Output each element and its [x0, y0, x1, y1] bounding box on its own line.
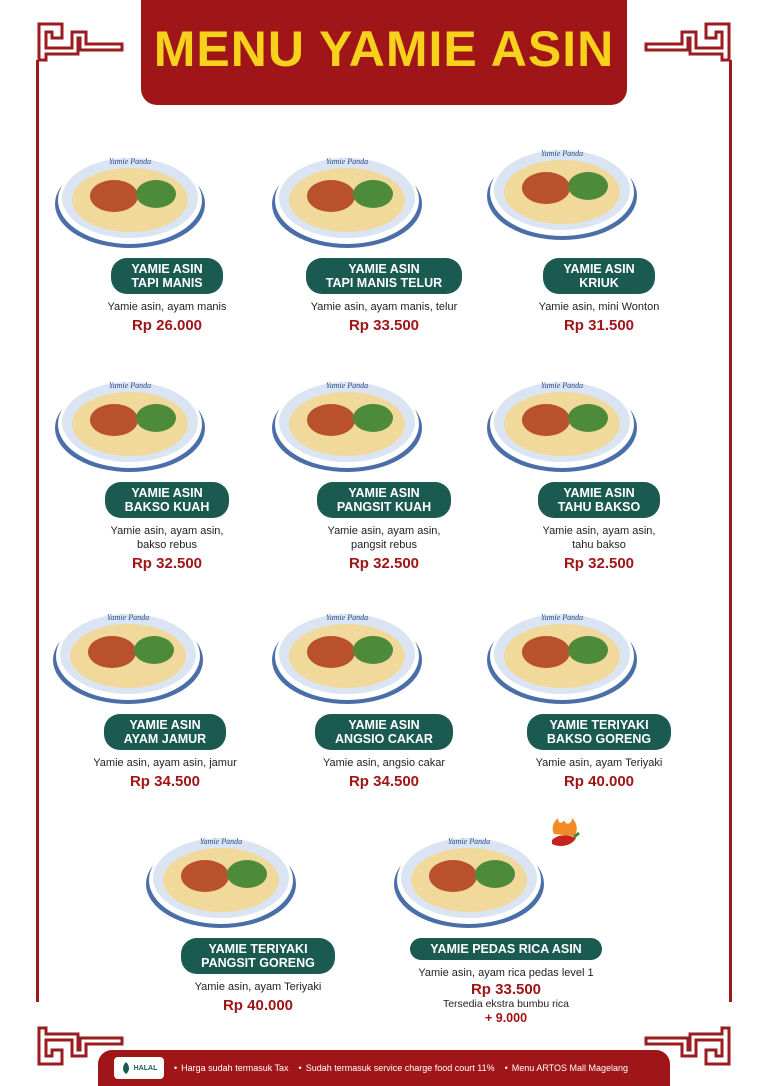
halal-logo-text: HALAL: [133, 1064, 158, 1072]
dish-name-pill: [543, 258, 654, 294]
dish-name-pill: [527, 714, 671, 750]
footer-note-service: • Sudah termasuk service charge food court 11%: [298, 1063, 495, 1073]
dish-description-line1: Yamie asin, ayam asin,: [542, 525, 656, 537]
dish-name-line1: YAMIE ASIN: [129, 718, 201, 732]
dish-photo: [269, 148, 499, 250]
menu-item: [269, 372, 499, 572]
dish-description: [52, 524, 282, 552]
dish-price: Rp 40.000: [222, 997, 294, 1014]
dish-name-line1: YAMIE ASIN: [348, 486, 420, 500]
footer-note-location: • Menu ARTOS Mall Magelang: [504, 1063, 629, 1073]
dish-description-line2: bakso rebus: [137, 539, 197, 551]
frame-right-line: [729, 60, 732, 1002]
dish-description: [391, 966, 621, 980]
bowl-illustration: [269, 148, 425, 250]
dish-photo: [484, 372, 714, 474]
dish-description: [52, 300, 282, 314]
menu-item: [484, 604, 714, 790]
header-banner: [141, 0, 627, 105]
dish-name-line1: YAMIE TERIYAKI: [549, 718, 649, 732]
dish-name-pill: [538, 482, 660, 518]
dish-name-line1: YAMIE PEDAS RICA ASIN: [430, 942, 582, 956]
dish-description-line1: Yamie asin, ayam manis: [107, 301, 227, 313]
dish-name-pill: [111, 258, 222, 294]
menu-item: [484, 372, 714, 572]
dish-description: [269, 756, 499, 770]
dish-photo: [143, 828, 373, 930]
dish-description: [50, 756, 280, 770]
dish-description: [269, 300, 499, 314]
dish-name-line2: BAKSO KUAH: [124, 500, 210, 514]
frame-left-line: [36, 60, 39, 1002]
bowl-brand-text: Yamie Panda: [540, 381, 584, 390]
bowl-brand-text: Yamie Panda: [199, 837, 243, 846]
dish-name-line2: TAHU BAKSO: [557, 500, 641, 514]
dish-name-pill: [181, 938, 335, 974]
menu-item: [52, 372, 282, 572]
dish-name-line2: ANGSIO CAKAR: [335, 732, 433, 746]
bowl-brand-text: Yamie Panda: [540, 149, 584, 158]
dish-name-pill: [104, 714, 226, 750]
dish-photo: [52, 148, 282, 250]
dish-name-pill: [315, 714, 453, 750]
dish-name-line2: PANGSIT KUAH: [336, 500, 432, 514]
dish-name-line1: YAMIE ASIN: [563, 262, 635, 276]
dish-name-line2: TAPI MANIS TELUR: [325, 276, 443, 290]
dish-price: Rp 34.500: [348, 773, 420, 790]
extra-spice-price: + 9.000: [484, 1011, 528, 1025]
dish-description-line2: tahu bakso: [572, 539, 626, 551]
bowl-brand-text: Yamie Panda: [108, 381, 152, 390]
bowl-illustration: [52, 148, 208, 250]
dish-description-line1: Yamie asin, ayam manis, telur: [310, 301, 458, 313]
chili-flame-icon: [546, 816, 582, 850]
halal-leaf-icon: [121, 1061, 131, 1075]
dish-description-line1: Yamie asin, ayam asin, jamur: [93, 757, 237, 769]
bowl-illustration: [143, 828, 299, 930]
dish-description: [484, 756, 714, 770]
bowl-illustration: [484, 372, 640, 474]
bowl-illustration: [391, 828, 547, 930]
dish-description: [484, 300, 714, 314]
dish-description: [269, 524, 499, 552]
bowl-illustration: [269, 372, 425, 474]
dish-name-line1: YAMIE ASIN: [348, 262, 420, 276]
dish-name-line2: PANGSIT GORENG: [201, 956, 315, 970]
dish-description-line1: Yamie asin, ayam asin,: [327, 525, 441, 537]
dish-price: Rp 32.500: [131, 555, 203, 572]
extra-spice-note: Tersedia ekstra bumbu rica: [442, 998, 570, 1010]
dish-name-pill: [306, 258, 462, 294]
dish-description-line1: Yamie asin, ayam Teriyaki: [194, 981, 322, 993]
dish-name-line2: KRIUK: [579, 276, 619, 290]
bowl-illustration: [52, 372, 208, 474]
menu-item: [50, 604, 280, 790]
bowl-brand-text: Yamie Panda: [106, 613, 150, 622]
bowl-brand-text: Yamie Panda: [325, 381, 369, 390]
dish-name-pill: [410, 938, 601, 960]
menu-item: [484, 140, 714, 334]
dish-name-line1: YAMIE ASIN: [563, 486, 635, 500]
dish-description-line1: Yamie asin, ayam asin,: [110, 525, 224, 537]
dish-photo: [52, 372, 282, 474]
dish-price: Rp 40.000: [563, 773, 635, 790]
bowl-brand-text: Yamie Panda: [540, 613, 584, 622]
dish-name-pill: [105, 482, 230, 518]
dish-price: Rp 32.500: [563, 555, 635, 572]
dish-price: Rp 26.000: [131, 317, 203, 334]
dish-name-line2: TAPI MANIS: [131, 276, 203, 290]
menu-item: [143, 828, 373, 1014]
bowl-illustration: [484, 140, 640, 242]
menu-item: [52, 148, 282, 334]
dish-price: Rp 33.500: [348, 317, 420, 334]
page-title: MENU YAMIE ASIN: [153, 21, 615, 77]
dish-name-pill: [317, 482, 451, 518]
dish-photo: [391, 828, 621, 930]
dish-description: [484, 524, 714, 552]
dish-photo: [484, 604, 714, 706]
dish-name-line2: BAKSO GORENG: [546, 732, 652, 746]
dish-photo: [50, 604, 280, 706]
dish-description: [143, 980, 373, 994]
dish-name-line1: YAMIE ASIN: [131, 486, 203, 500]
dish-description-line1: Yamie asin, angsio cakar: [322, 757, 446, 769]
dish-photo: [269, 372, 499, 474]
footer-note-tax: • Harga sudah termasuk Tax: [174, 1063, 289, 1073]
bowl-illustration: [269, 604, 425, 706]
halal-logo: [114, 1057, 164, 1079]
dish-description-line2: pangsit rebus: [350, 539, 418, 551]
dish-name-line1: YAMIE TERIYAKI: [208, 942, 308, 956]
menu-item: [391, 828, 621, 1025]
bowl-brand-text: Yamie Panda: [108, 157, 152, 166]
corner-ornament-top-left: [22, 18, 132, 78]
dish-name-line1: YAMIE ASIN: [348, 718, 420, 732]
dish-price: Rp 32.500: [348, 555, 420, 572]
menu-item: [269, 148, 499, 334]
bowl-illustration: [484, 604, 640, 706]
dish-price: Rp 33.500: [470, 981, 542, 998]
dish-price: Rp 34.500: [129, 773, 201, 790]
dish-name-line1: YAMIE ASIN: [131, 262, 203, 276]
dish-photo: [269, 604, 499, 706]
menu-item: [269, 604, 499, 790]
footer-bar: [98, 1050, 670, 1086]
bowl-illustration: [50, 604, 206, 706]
dish-description-line1: Yamie asin, ayam Teriyaki: [535, 757, 663, 769]
bowl-brand-text: Yamie Panda: [325, 613, 369, 622]
dish-photo: [484, 140, 714, 242]
corner-ornament-top-right: [636, 18, 746, 78]
bowl-brand-text: Yamie Panda: [325, 157, 369, 166]
bowl-brand-text: Yamie Panda: [447, 837, 491, 846]
dish-name-line2: AYAM JAMUR: [123, 732, 207, 746]
dish-price: Rp 31.500: [563, 317, 635, 334]
dish-description-line1: Yamie asin, mini Wonton: [538, 301, 660, 313]
dish-description-line1: Yamie asin, ayam rica pedas level 1: [418, 967, 594, 979]
